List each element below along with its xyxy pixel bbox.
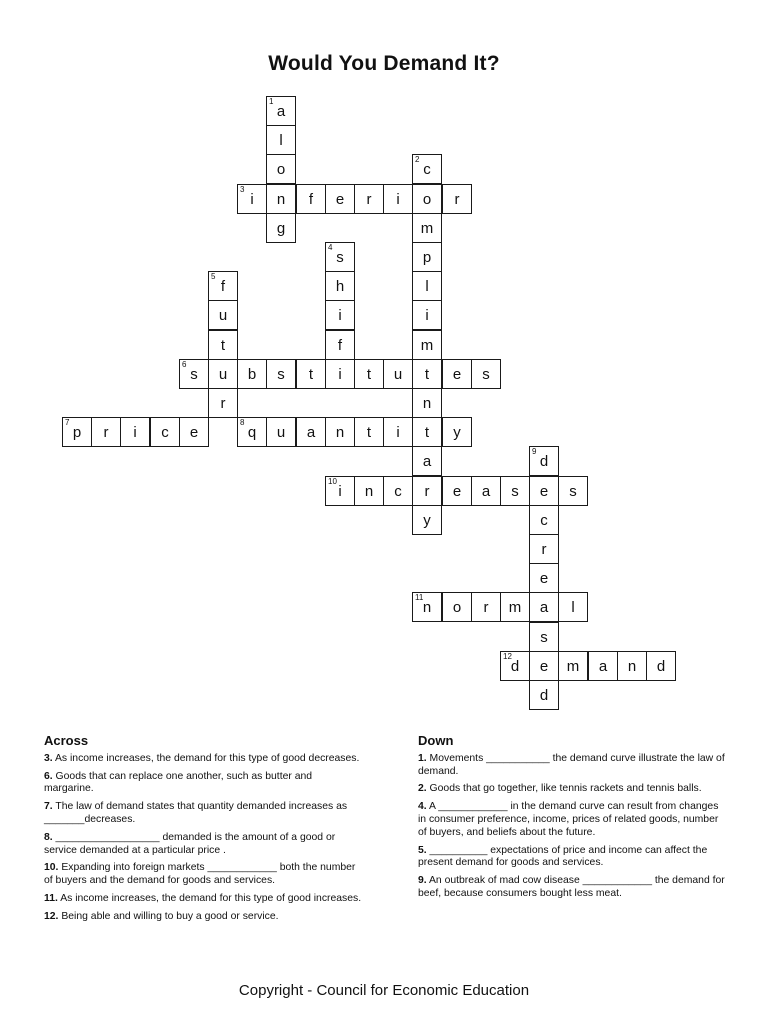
crossword-cell[interactable] xyxy=(325,271,355,301)
cell-letter: h xyxy=(335,278,345,295)
cell-letter: t xyxy=(424,366,430,383)
clue-number: 2. xyxy=(418,783,427,795)
cell-letter: q xyxy=(247,424,257,441)
cell-letter: b xyxy=(247,366,257,383)
crossword-cell[interactable] xyxy=(412,388,442,418)
cell-letter: t xyxy=(220,337,226,354)
crossword-cell[interactable] xyxy=(646,651,676,681)
cell-letter: s xyxy=(277,366,285,383)
clue-number: 12. xyxy=(44,910,59,922)
cell-letter: i xyxy=(250,191,254,208)
clue-number: 2 xyxy=(415,155,420,164)
crossword-cell[interactable] xyxy=(296,359,326,389)
crossword-cell[interactable] xyxy=(325,242,355,272)
clue-number: 11. xyxy=(44,892,58,904)
crossword-cell[interactable] xyxy=(412,184,442,214)
cell-letter: r xyxy=(103,424,109,441)
crossword-cell[interactable] xyxy=(558,476,588,506)
cell-letter: i xyxy=(396,191,400,208)
cell-letter: r xyxy=(424,483,430,500)
copyright-notice: Copyright - Council for Economic Education xyxy=(238,982,530,999)
clue-number: 11 xyxy=(415,593,424,602)
clue-text: A ____________ in the demand curve can result from changes in consumer preference, income, prices of related goods, number of buyers, and beliefs about the future. xyxy=(418,801,719,838)
crossword-cell[interactable] xyxy=(354,417,384,447)
cell-letter: s xyxy=(336,249,344,266)
cell-letter: t xyxy=(424,424,430,441)
crossword-cell[interactable] xyxy=(500,651,530,681)
cell-letter: o xyxy=(422,191,432,208)
cell-letter: m xyxy=(420,337,434,354)
cell-letter: p xyxy=(72,424,82,441)
crossword-cell[interactable] xyxy=(442,359,472,389)
crossword-cell[interactable] xyxy=(266,417,296,447)
cell-letter: f xyxy=(337,337,343,354)
crossword-cell[interactable] xyxy=(412,213,442,243)
cell-letter: t xyxy=(366,424,372,441)
cell-letter: y xyxy=(453,424,461,441)
crossword-cell[interactable] xyxy=(412,476,442,506)
clue-number: 1 xyxy=(269,97,274,106)
crossword-cell[interactable] xyxy=(529,651,559,681)
crossword-cell[interactable] xyxy=(354,476,384,506)
down-heading: Down xyxy=(418,733,454,748)
across-clue xyxy=(44,911,364,924)
cell-letter: c xyxy=(423,161,431,178)
cell-letter: p xyxy=(422,249,432,266)
crossword-cell[interactable] xyxy=(588,651,618,681)
crossword-cell[interactable] xyxy=(237,417,267,447)
clue-number: 8 xyxy=(240,418,245,427)
cell-letter: e xyxy=(539,658,549,675)
crossword-cell[interactable] xyxy=(296,417,326,447)
cell-letter: s xyxy=(482,366,490,383)
across-heading: Across xyxy=(44,733,89,748)
clue-number: 6. xyxy=(44,770,53,782)
cell-letter: t xyxy=(366,366,372,383)
cell-letter: f xyxy=(308,191,314,208)
clue-text: An outbreak of mad cow disease ____________ the demand for beef, because consumers bought less meat. xyxy=(418,875,725,899)
crossword-cell[interactable] xyxy=(150,417,180,447)
crossword-cell[interactable] xyxy=(325,476,355,506)
cell-letter: s xyxy=(540,629,548,646)
crossword-cell[interactable] xyxy=(529,592,559,622)
crossword-cell[interactable] xyxy=(237,359,267,389)
cell-letter: r xyxy=(220,395,226,412)
clue-number: 7. xyxy=(44,801,53,813)
crossword-cell[interactable] xyxy=(179,359,209,389)
crossword-cell[interactable] xyxy=(91,417,121,447)
crossword-cell[interactable] xyxy=(471,592,501,622)
cell-letter: d xyxy=(539,687,549,704)
cell-letter: u xyxy=(218,366,228,383)
cell-letter: i xyxy=(425,307,429,324)
clue-text: As income increases, the demand for this type of good decreases. xyxy=(52,752,360,764)
cell-letter: f xyxy=(220,278,226,295)
clue-number: 9. xyxy=(418,875,427,887)
clue-number: 3. xyxy=(44,752,53,764)
down-clue xyxy=(418,845,728,871)
crossword-cell[interactable] xyxy=(383,184,413,214)
crossword-cell[interactable] xyxy=(471,476,501,506)
cell-letter: s xyxy=(511,483,519,500)
cell-letter: c xyxy=(161,424,169,441)
across-clue xyxy=(44,771,364,797)
clue-number: 5 xyxy=(211,272,216,281)
clue-number: 6 xyxy=(182,360,187,369)
cell-letter: g xyxy=(276,220,286,237)
crossword-cell[interactable] xyxy=(412,242,442,272)
crossword-cell[interactable] xyxy=(354,184,384,214)
crossword-cell[interactable] xyxy=(471,359,501,389)
clue-text: Goods that can replace one another, such as butter and margarine. xyxy=(44,770,313,795)
crossword-cell[interactable] xyxy=(383,476,413,506)
crossword-cell[interactable] xyxy=(558,651,588,681)
cell-letter: t xyxy=(308,366,314,383)
cell-letter: c xyxy=(394,483,402,500)
crossword-cell[interactable] xyxy=(412,271,442,301)
cell-letter: n xyxy=(364,483,374,500)
cell-letter: e xyxy=(452,483,462,500)
cell-letter: l xyxy=(279,132,283,149)
across-clue xyxy=(44,753,364,766)
crossword-cell[interactable] xyxy=(383,417,413,447)
cell-letter: d xyxy=(510,658,520,675)
crossword-cell[interactable] xyxy=(383,359,413,389)
crossword-cell[interactable] xyxy=(325,417,355,447)
cell-letter: i xyxy=(396,424,400,441)
crossword-cell[interactable] xyxy=(529,534,559,564)
crossword-cell[interactable] xyxy=(325,330,355,360)
down-clue xyxy=(418,801,728,839)
cell-letter: m xyxy=(420,220,434,237)
crossword-cell[interactable] xyxy=(266,213,296,243)
clue-number: 4. xyxy=(418,801,427,813)
cell-letter: d xyxy=(539,453,549,470)
crossword-cell[interactable] xyxy=(266,184,296,214)
down-clue xyxy=(418,753,728,779)
clue-text: Movements ___________ the demand curve illustrate the law of demand. xyxy=(418,752,725,777)
clue-text: The law of demand states that quantity demanded increases as _______decreases. xyxy=(44,801,348,825)
clue-number: 5. xyxy=(418,844,427,856)
cell-letter: a xyxy=(306,424,316,441)
crossword-cell[interactable] xyxy=(208,300,238,330)
across-clue-list xyxy=(44,753,364,924)
cell-letter: o xyxy=(276,161,286,178)
crossword-cell[interactable] xyxy=(412,592,442,622)
cell-letter: i xyxy=(133,424,137,441)
cell-letter: r xyxy=(541,541,547,558)
page-title: Would You Demand It? xyxy=(268,52,500,75)
down-clue xyxy=(418,783,728,796)
cell-letter: e xyxy=(539,570,549,587)
crossword-cell[interactable] xyxy=(442,184,472,214)
crossword-cell[interactable] xyxy=(208,388,238,418)
crossword-cell[interactable] xyxy=(529,622,559,652)
across-clues xyxy=(44,735,364,929)
cell-letter: l xyxy=(425,278,429,295)
cell-letter: r xyxy=(454,191,460,208)
crossword-cell[interactable] xyxy=(529,446,559,476)
across-clue xyxy=(44,801,364,827)
clue-number: 1. xyxy=(418,752,427,764)
clue-number: 4 xyxy=(328,243,333,252)
cell-letter: r xyxy=(366,191,372,208)
cell-letter: i xyxy=(338,366,342,383)
cell-letter: u xyxy=(218,307,228,324)
cell-letter: m xyxy=(566,658,580,675)
cell-letter: i xyxy=(338,307,342,324)
cell-letter: s xyxy=(190,366,198,383)
crossword-cell[interactable] xyxy=(266,125,296,155)
crossword-cell[interactable] xyxy=(120,417,150,447)
cell-letter: d xyxy=(656,658,666,675)
crossword-cell[interactable] xyxy=(617,651,647,681)
crossword-cell[interactable] xyxy=(179,417,209,447)
crossword-cell[interactable] xyxy=(500,476,530,506)
crossword-cell[interactable] xyxy=(354,359,384,389)
clue-text: As income increases, the demand for this type of good increases. xyxy=(57,892,362,904)
crossword-cell[interactable] xyxy=(412,154,442,184)
crossword-cell[interactable] xyxy=(325,300,355,330)
crossword-cell[interactable] xyxy=(296,184,326,214)
cell-letter: e xyxy=(452,366,462,383)
across-clue xyxy=(44,862,364,888)
crossword-cell[interactable] xyxy=(208,271,238,301)
cell-letter: a xyxy=(422,453,432,470)
cell-letter: i xyxy=(338,483,342,500)
down-clue-list xyxy=(418,753,728,901)
crossword-cell[interactable] xyxy=(266,96,296,126)
crossword-cell[interactable] xyxy=(62,417,92,447)
cell-letter: u xyxy=(393,366,403,383)
cell-letter: r xyxy=(483,599,489,616)
cell-letter: n xyxy=(335,424,345,441)
clue-number: 10 xyxy=(328,477,337,486)
crossword-cell[interactable] xyxy=(442,592,472,622)
cell-letter: o xyxy=(452,599,462,616)
crossword-cell[interactable] xyxy=(412,446,442,476)
across-clue xyxy=(44,893,364,906)
crossword-cell[interactable] xyxy=(529,476,559,506)
cell-letter: a xyxy=(598,658,608,675)
clue-number: 12 xyxy=(503,652,512,661)
crossword-cell[interactable] xyxy=(412,300,442,330)
across-clue xyxy=(44,832,364,858)
crossword-cell[interactable] xyxy=(325,184,355,214)
cell-letter: a xyxy=(481,483,491,500)
cell-letter: c xyxy=(540,512,548,529)
crossword-cell[interactable] xyxy=(266,359,296,389)
crossword-cell[interactable] xyxy=(500,592,530,622)
cell-letter: y xyxy=(423,512,431,529)
clue-number: 10. xyxy=(44,862,59,874)
clue-text: Goods that go together, like tennis rackets and tennis balls. xyxy=(426,783,702,795)
crossword-cell[interactable] xyxy=(442,417,472,447)
crossword-cell[interactable] xyxy=(412,359,442,389)
crossword-cell[interactable] xyxy=(412,330,442,360)
cell-letter: n xyxy=(276,191,286,208)
clue-text: Being able and willing to buy a good or service. xyxy=(58,910,279,922)
crossword-cell[interactable] xyxy=(208,330,238,360)
cell-letter: n xyxy=(422,395,432,412)
cell-letter: s xyxy=(569,483,577,500)
crossword-cell[interactable] xyxy=(266,154,296,184)
cell-letter: n xyxy=(422,599,432,616)
crossword-cell[interactable] xyxy=(529,680,559,710)
clue-text: __________________ demanded is the amount of a good or service demanded at a particular price . xyxy=(44,831,336,856)
clue-number: 3 xyxy=(240,185,245,194)
cell-letter: n xyxy=(627,658,637,675)
crossword-cell[interactable] xyxy=(237,184,267,214)
cell-letter: e xyxy=(189,424,199,441)
crossword-cell[interactable] xyxy=(325,359,355,389)
cell-letter: e xyxy=(335,191,345,208)
crossword-cell[interactable] xyxy=(442,476,472,506)
cell-letter: u xyxy=(276,424,286,441)
cell-letter: l xyxy=(571,599,575,616)
clue-number: 8. xyxy=(44,831,53,843)
cell-letter: a xyxy=(276,103,286,120)
crossword-cell[interactable] xyxy=(529,563,559,593)
crossword-cell[interactable] xyxy=(412,505,442,535)
clue-number: 7 xyxy=(65,418,70,427)
crossword-cell[interactable] xyxy=(208,359,238,389)
clue-text: Expanding into foreign markets ____________ both the number of buyers and the demand for goods and services. xyxy=(44,862,356,887)
cell-letter: e xyxy=(539,483,549,500)
down-clues xyxy=(418,735,728,906)
down-clue xyxy=(418,875,728,901)
clue-number: 9 xyxy=(532,447,537,456)
cell-letter: a xyxy=(539,599,549,616)
crossword-cell[interactable] xyxy=(529,505,559,535)
clue-text: __________ expectations of price and income can affect the present demand for goods and services. xyxy=(418,844,708,869)
crossword-cell[interactable] xyxy=(558,592,588,622)
crossword-cell[interactable] xyxy=(412,417,442,447)
cell-letter: m xyxy=(508,599,522,616)
